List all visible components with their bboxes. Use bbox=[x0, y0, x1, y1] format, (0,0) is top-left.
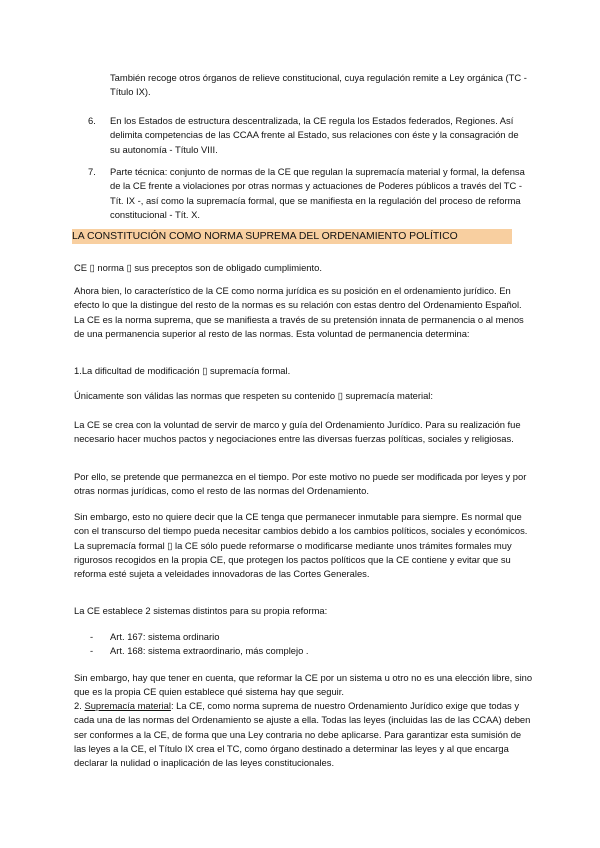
paragraph-marco-guia: La CE se crea con la voluntad de servir de marco y guía del Ordenamiento Jurídico. Para su realización fue necesario hacer muchos pactos y negociaciones entre las diversas fuerzas políticas, sociales y religiosas. bbox=[74, 419, 521, 445]
section-heading: LA CONSTITUCIÓN COMO NORMA SUPREMA DEL ORDENAMIENTO POLÍTICO bbox=[72, 229, 512, 244]
paragraph-dos-sistemas: La CE establece 2 sistemas distintos para su propia reforma: bbox=[74, 605, 328, 616]
bullet-dash: - bbox=[90, 645, 94, 656]
paragraph-permanencia: Por ello, se pretende que permanezca en el tiempo. Por este motivo no puede ser modificada por leyes y por otras normas jurídicas, como el resto de las normas del Ordenamiento. bbox=[74, 471, 527, 497]
list-item-7: Parte técnica: conjunto de normas de la CE que regulan la supremacía material y formal, la defensa de la CE frente a violaciones por otras normas y actuaciones de Poderes públicos a través del TC - Tít. IX -, así como la supremacía formal, que se manifiesta en la regulación del proceso de reforma constitucional - Tít. X. bbox=[110, 166, 525, 220]
paragraph-supremacia-formal: 1.La dificultad de modificación ▯ supremacía formal. bbox=[74, 365, 291, 376]
paragraph-body: : La CE, como norma suprema de nuestro Ordenamiento Jurídico exige que todas y cada una de las normas del Ordenamiento se ajuste a ella. Todas las leyes (incluidas las de las CCAA) deben ser conformes a la CE, de forma que una Ley contraria no debe aplicarse. Para garantizar esta sumisión de las leyes a la CE, el Título IX crea el TC, como órgano destinado a determinar las leyes y al que encarga declarar la nulidad o inaplicación de las leyes constitucionales. bbox=[74, 700, 531, 769]
paragraph-supremacia-material: Únicamente son válidas las normas que respeten su contenido ▯ supremacía material: bbox=[74, 390, 433, 401]
paragraph-supremacia-material-detail bbox=[74, 699, 534, 770]
underlined-term: Supremacía material bbox=[84, 700, 171, 711]
paragraph-norma: CE ▯ norma ▯ sus preceptos son de obligado cumplimiento. bbox=[74, 262, 322, 273]
paragraph-sin-embargo: Sin embargo, esto no quiere decir que la CE tenga que permanecer inmutable para siempre. Es normal que con el transcurso del tiempo pueda necesitar cambios debido a los cambios políticos, sociales y económicos. La supremacía formal ▯ la CE sólo puede reformarse o modificarse mediante unos trámites formales muy rigurosos recogidos en la propia CE, que protegen los pactos políticos que la CE contiene y evitar que su reforma esté sujeta a veleidades innovadoras de las Cortes Generales. bbox=[74, 511, 528, 580]
list-item-6: En los Estados de estructura descentralizada, la CE regula los Estados federados, Regiones. Así delimita competencias de las CCAA frente al Estado, sus relaciones con éste y la consagración de su autonomía - Título VIII. bbox=[110, 115, 519, 155]
bullet-art-167: Art. 167: sistema ordinario bbox=[110, 631, 220, 642]
paragraph-prefix: 2. bbox=[74, 700, 85, 711]
list-number-6: 6. bbox=[88, 115, 96, 126]
paragraph-ahora-bien: Ahora bien, lo característico de la CE como norma jurídica es su posición en el ordenamiento jurídico. En efecto lo que la distingue del resto de la normas es su relación con estas dentro del Ordenamiento Español. La CE es la norma suprema, que se manifiesta a través de su pretensión innata de permanencia o al menos de una permanencia superior al resto de las normas. Esta voluntad de permanencia determina: bbox=[74, 285, 524, 339]
list-number-7: 7. bbox=[88, 166, 96, 177]
paragraph-eleccion: Sin embargo, hay que tener en cuenta, que reformar la CE por un sistema u otro no es una elección libre, sino que es la propia CE quien establece qué sistema hay que seguir. bbox=[74, 672, 533, 698]
intro-continuation: También recoge otros órganos de relieve constitucional, cuya regulación remite a Ley orgánica (TC - Título IX). bbox=[110, 72, 527, 98]
bullet-art-168: Art. 168: sistema extraordinario, más complejo . bbox=[110, 645, 309, 656]
bullet-dash: - bbox=[90, 631, 94, 642]
